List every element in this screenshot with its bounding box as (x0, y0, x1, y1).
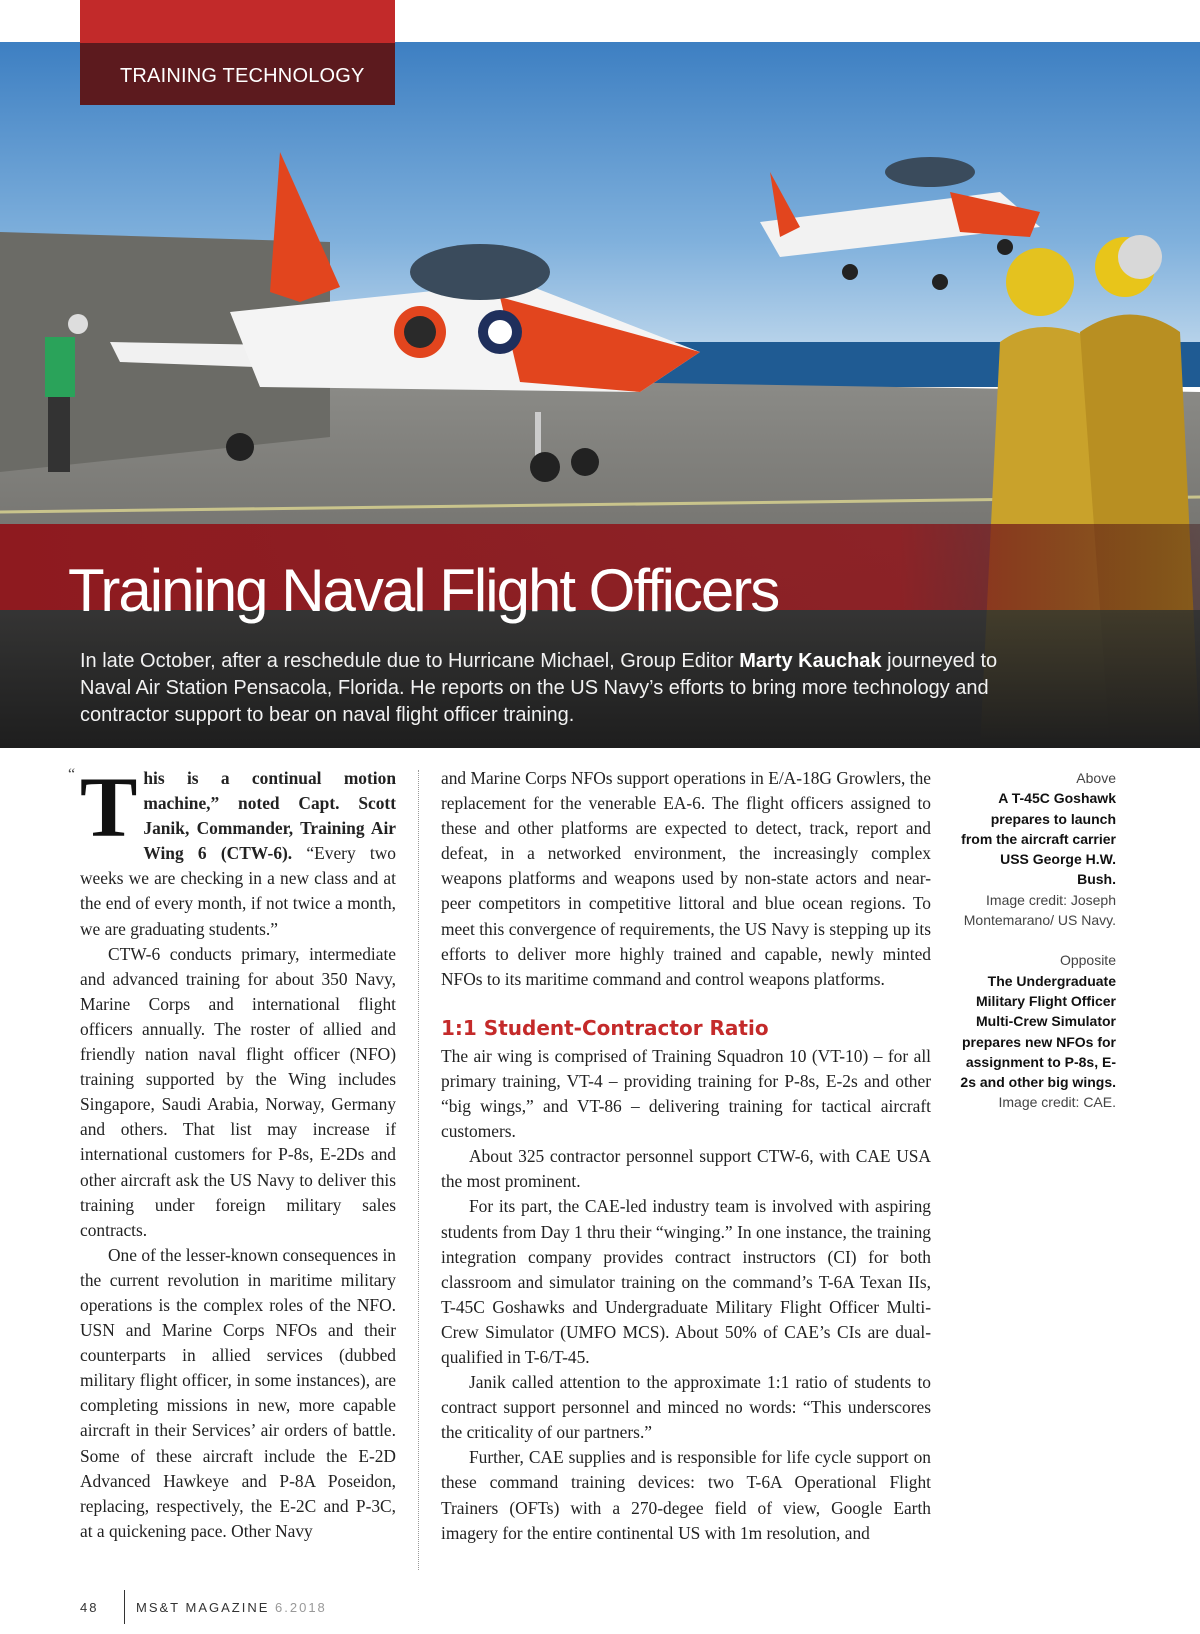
author-name: Marty Kauchak (739, 650, 882, 672)
magazine-title: MS&T MAGAZINE (136, 1600, 270, 1615)
page-number: 48 (80, 1600, 99, 1615)
section-tag: TRAINING TECHNOLOGY (80, 43, 395, 105)
drop-cap: T (80, 759, 138, 855)
caption-opposite-credit: Image credit: CAE. (998, 1094, 1116, 1111)
headline: Training Naval Flight Officers (68, 557, 779, 624)
carrier-deck-illustration (0, 42, 1200, 748)
paragraph-9: Further, CAE supplies and is responsible for life cycle support on these command training devices: two T-6A Operational Flight Trainers (OFTs) with a 270-degee field of view, Google Earth imagery for the entire continental US with 1m resolution, and (441, 1447, 931, 1543)
standfirst-text-after: journeyed to Naval Air Station Pensacola, Florida. He reports on the US Navy’s efforts to bring more technology and contractor support to bear on naval flight officer training. (80, 650, 998, 726)
paragraph-5: The air wing is comprised of Training Squadron 10 (VT-10) – for all primary training, VT-4 – providing training for P-8s, E-2s and other “big wings,” and VT-86 – delivering training for tactical aircraft customers. (441, 1045, 931, 1142)
deck-crewman (45, 337, 75, 397)
paragraph-4: and Marine Corps NFOs support operations in E/A-18G Growlers, the replacement for the venerable EA-6. The flight officers assigned to these and other platforms are expected to detect, track, report and defeat, in a networked environment, the increasingly complex weapons platforms and weapons used by non-state actors and near-peer competitors in competitive littoral and blue ocean regions. To meet this convergence of requirements, the US Navy is stepping up its efforts to deliver more highly trained and capable, newly minted NFOs to its maritime command and control weapons platforms. (441, 768, 931, 989)
paragraph-3: One of the lesser-known consequences in the current revolution in maritime military operations is the complex roles of the NFO. USN and Marine Corps NFOs and their counterparts in allied services (dubbed military flight officer, in some instances), are completing missions in new, more capable aircraft in their Services’ air orders of battle. Some of these aircraft include the E-2D Advanced Hawkeye and P-8A Poseidon, replacing, respectively, the E-2C and P-3C, at a quickening pace. Other Navy (80, 1244, 396, 1541)
footer-rule (124, 1590, 125, 1624)
standfirst-text-before: In late October, after a reschedule due to Hurricane Michael, Group Editor (80, 650, 740, 672)
article-column-2 (441, 766, 931, 1546)
magazine-name (136, 1600, 327, 1615)
column-divider (418, 770, 419, 1570)
caption-above-text: A T-45C Goshawk prepares to launch from the aircraft carrier USS George H.W. Bush. (961, 790, 1116, 888)
section-tag-accent (80, 0, 395, 43)
caption-above-credit: Image credit: Joseph Montemarano/ US Navy. (963, 891, 1116, 929)
paragraph-1 (80, 759, 396, 942)
paragraph-7: For its part, the CAE-led industry team is involved with aspiring students from Day 1 thru their “winging.” In one instance, the training integration company provides contract instructors (CI) for both classroom and simulator training on the command’s T-6A Texan IIs, T-45C Goshawks and Undergraduate Military Flight Officer Multi-Crew Simulator (UMFO MCS). About 50% of CAE’s CIs are dual-qualified in T-6/T-45. (441, 1196, 931, 1367)
caption-opposite-label: Opposite (1059, 952, 1116, 969)
opening-quote-mark: “ (68, 766, 76, 783)
paragraph-2: CTW-6 conducts primary, intermediate and advanced training for about 350 Navy, Marine Corps and international flight officers annually. The roster of allied and friendly nation naval flight officer (NFO) training supported by the Wing includes Singapore, Saudi Arabia, Norway, Germany and others. That list may increase if international customers for P-8s, E-2Ds and other aircraft ask the US Navy to deliver this training under foreign military sales contracts. (80, 943, 396, 1240)
article-column-1 (80, 759, 396, 1544)
standfirst (80, 648, 1030, 729)
lead-quote: his is a continual motion machine,” noted Capt. Scott Janik, Commander, Training Air Wing 6 (CTW-6). (143, 768, 396, 864)
photo-captions (960, 768, 1116, 1113)
subheading: 1:1 Student-Contractor Ratio (441, 1015, 769, 1040)
paragraph-8: Janik called attention to the approximate 1:1 ratio of students to contract support personnel and minced no words: “This underscores the criticality of our partners.” (441, 1372, 931, 1443)
issue-number: 6.2018 (275, 1600, 327, 1615)
caption-opposite-text: The Undergraduate Military Flight Officer Multi-Crew Simulator prepares new NFOs for assignment to P-8s, E-2s and other big wings. (960, 972, 1116, 1091)
paragraph-6: About 325 contractor personnel support CTW-6, with CAE USA the most prominent. (441, 1146, 931, 1192)
hero-photo (0, 42, 1200, 748)
caption-above-label: Above (1076, 770, 1116, 786)
lead-rest: “Every two weeks we are checking in a new class and at the end of every month, if not twice a month, we are graduating students.” (80, 843, 396, 939)
